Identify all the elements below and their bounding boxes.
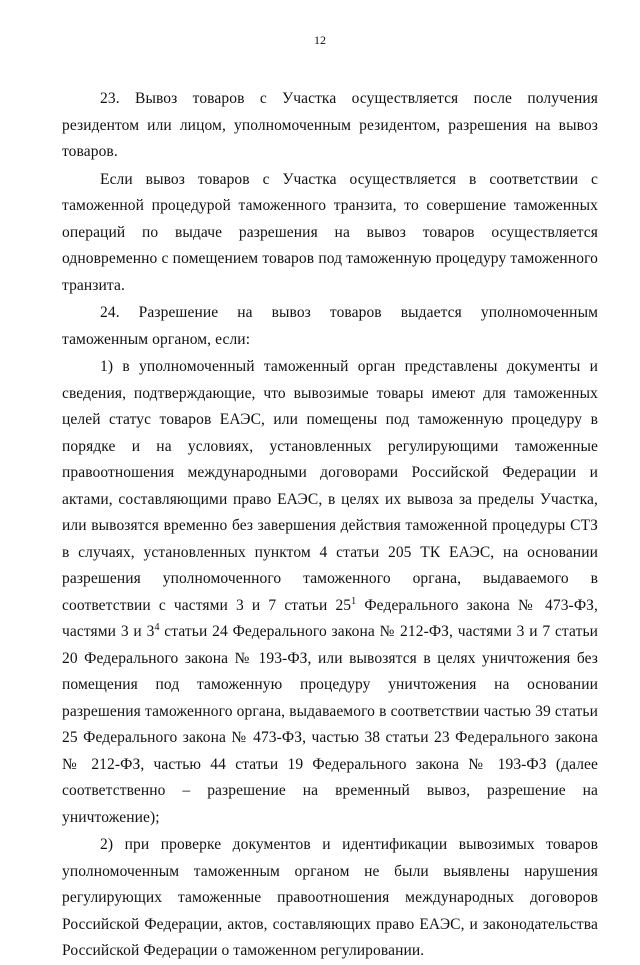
paragraph-24: 24. Разрешение на вывоз товаров выдается уполномоченным таможенным органом, если:: [62, 304, 598, 348]
document-body: [62, 86, 598, 965]
superscript-4: 4: [154, 621, 160, 633]
paragraph-23-transit: Если вывоз товаров с Участка осуществляется в соответствии с таможенной процедурой таможенного транзита, то совершение таможенных операций по выдаче разрешения на вывоз товаров осуществляется одновременно с помещением товаров под таможенную процедуру таможенного транзита.: [62, 170, 598, 294]
page-number: 12: [314, 33, 326, 47]
superscript-1: 1: [351, 595, 357, 607]
paragraph-24-item-2: 2) при проверке документов и идентификации вывозимых товаров уполномоченным таможенным органом не были выявлены нарушения регулирующих таможенные правоотношения международных договоров Российской Федерации, актов, составляющих право ЕАЭС, и законодательства Российской Федерации о таможенном регулировании.: [62, 836, 598, 959]
paragraph-23: 23. Вывоз товаров с Участка осуществляется после получения резидентом или лицом, уполномоченным резидентом, разрешения на вывоз товаров.: [62, 90, 598, 160]
item-1-text-a: 1) в уполномоченный таможенный орган представлены документы и сведения, подтверждающие, что вывозимые товары имеют для таможенных целей статус товаров ЕАЭС, или помещены под таможенную процедуру в порядке и на условиях, установленных регулирующими таможенные правоотношения международными договорами Российской Федерации и актами, составляющими право ЕАЭС, в целях их вывоза за пределы Участка, или вывозятся временно без завершения действия таможенной процедуры СТЗ в случаях, установленных пунктом 4 статьи 205 ТК ЕАЭС, на основании разрешения уполномоченного таможенного органа, выдаваемого в соответствии с частями 3 и 7 статьи 25: [62, 358, 598, 614]
paragraph-24-item-1: [62, 354, 598, 831]
item-1-text-b: Федерального закона № 473-ФЗ, частями 3 и 3: [62, 596, 599, 640]
item-1-text-c: статьи 24 Федерального закона № 212-ФЗ, частями 3 и 7 статьи 20 Федерального закона № 193-ФЗ, или вывозятся в целях уничтожения без помещения под таможенную процедуру уничтожения на основании разрешения таможенного органа, выдаваемого в соответствии частью 39 статьи 25 Федерального закона № 473-ФЗ, частью 38 статьи 23 Федерального закона № 212-ФЗ, частью 44 статьи 19 Федерального закона № 193-ФЗ (далее соответственно – разрешение на временный вывоз, разрешение на уничтожение);: [62, 623, 599, 826]
